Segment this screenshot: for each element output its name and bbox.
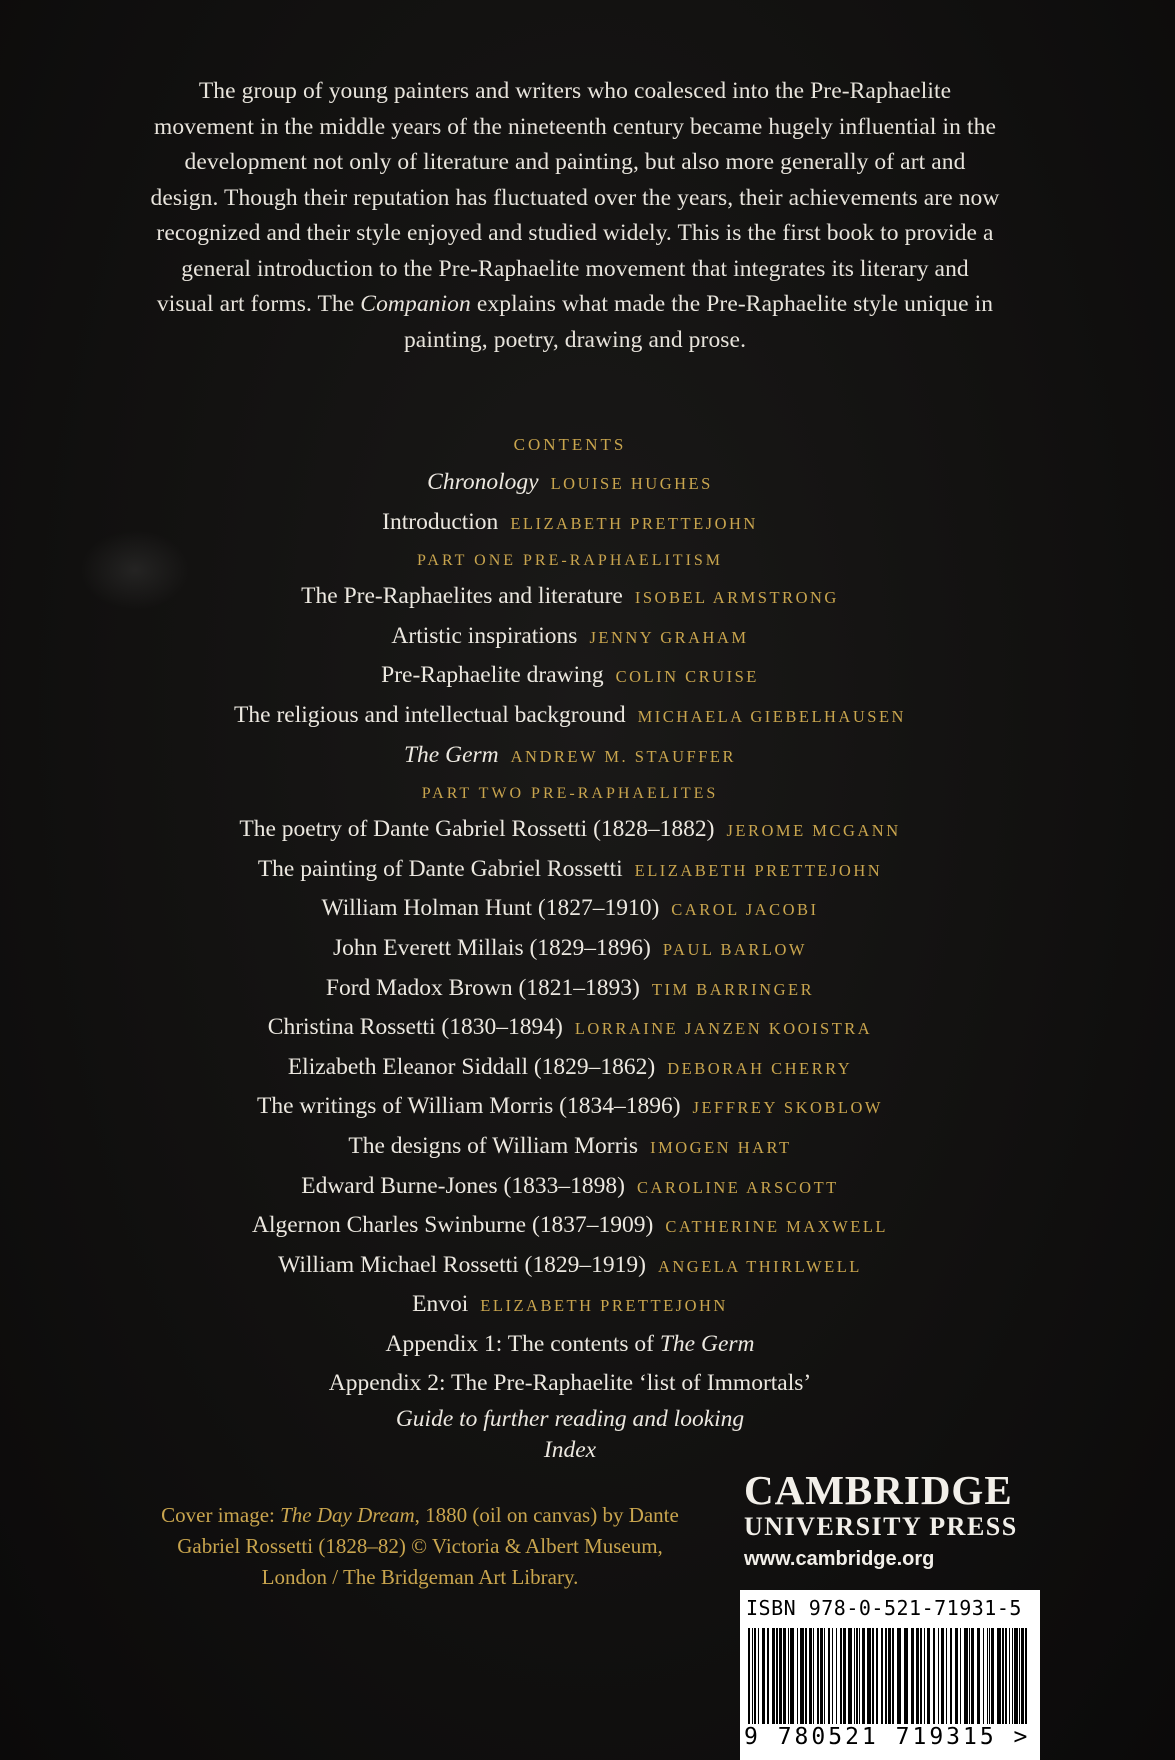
- credit-painting-title: The Day Dream: [280, 1503, 415, 1527]
- barcode-bar: [960, 1628, 961, 1724]
- barcode-bar: [754, 1628, 756, 1724]
- contents-entry-author: CATHERINE MAXWELL: [665, 1217, 888, 1237]
- contents-entry-title: William Holman Hunt (1827–1910): [321, 895, 660, 922]
- contents-entry-author: ISOBEL ARMSTRONG: [634, 588, 839, 608]
- contents-appendix-2: [120, 1365, 1020, 1405]
- barcode-bar: [1014, 1628, 1018, 1724]
- contents-list: [120, 464, 1020, 1326]
- barcode-bar: [924, 1628, 925, 1724]
- barcode-bar: [927, 1628, 930, 1724]
- contents-entry-author: IMOGEN HART: [650, 1137, 792, 1157]
- contents-entry-author: CAROL JACOBI: [671, 900, 819, 920]
- table-of-contents: [120, 428, 1020, 1467]
- barcode-bar: [987, 1628, 988, 1724]
- contents-entry: [120, 697, 1020, 737]
- contents-entry-author: PAUL BARLOW: [662, 939, 807, 959]
- barcode-bar: [964, 1628, 968, 1724]
- contents-entry-title: Pre-Raphaelite drawing: [381, 662, 604, 689]
- barcode-bar: [1002, 1628, 1004, 1724]
- contents-entry: [120, 1247, 1020, 1287]
- contents-appendix-1: [120, 1326, 1020, 1366]
- barcode-bar: [997, 1628, 1001, 1724]
- contents-entry-author: DEBORAH CHERRY: [667, 1058, 853, 1078]
- barcode-bar: [797, 1628, 798, 1724]
- barcode-bar: [772, 1628, 775, 1724]
- barcode-bar: [1012, 1628, 1013, 1724]
- credit-prefix: Cover image:: [161, 1503, 281, 1527]
- contents-entry: [120, 737, 1020, 777]
- barcode-bar: [752, 1628, 753, 1724]
- contents-guide: [120, 1405, 1020, 1436]
- contents-part-heading: PART TWO PRE-RAPHAELITES: [421, 785, 719, 803]
- contents-entry: [120, 1088, 1020, 1128]
- barcode-bar: [758, 1628, 759, 1724]
- barcode-bar: [916, 1628, 919, 1724]
- barcode-bar: [955, 1628, 958, 1724]
- barcode-bar: [767, 1628, 769, 1724]
- contents-entry-author: JEROME MCGANN: [726, 821, 901, 841]
- contents-entry: [120, 930, 1020, 970]
- barcode-bar: [991, 1628, 994, 1724]
- contents-heading: CONTENTS: [513, 435, 627, 454]
- barcode-bar: [1025, 1628, 1027, 1724]
- contents-entry: [120, 578, 1020, 618]
- contents-entry: [120, 1049, 1020, 1089]
- barcode-bar: [817, 1628, 819, 1724]
- barcode-bar: [832, 1628, 833, 1724]
- contents-entry-title: Introduction: [382, 508, 499, 535]
- barcode-bar: [854, 1628, 855, 1724]
- contents-entry-title: The religious and intellectual background: [234, 701, 626, 728]
- contents-entry: [120, 851, 1020, 891]
- contents-entry: [120, 1286, 1020, 1326]
- guide-label: Guide to further reading and looking: [395, 1406, 745, 1433]
- barcode-bar: [920, 1628, 922, 1724]
- contents-entry-author: TIM BARRINGER: [651, 979, 815, 999]
- isbn-barcode: [740, 1590, 1040, 1760]
- barcode-digits: 9 780521 719315 >: [744, 1724, 1031, 1750]
- contents-entry-author: JENNY GRAHAM: [589, 627, 749, 647]
- contents-entry-title: The Pre-Raphaelites and literature: [301, 583, 623, 610]
- publisher-logo-name: CAMBRIDGE: [744, 1467, 1013, 1513]
- barcode-bar: [1005, 1628, 1007, 1724]
- barcode-bar: [762, 1628, 765, 1724]
- barcode-bar: [820, 1628, 823, 1724]
- credit-rest: , 1880 (oil on canvas) by Dante Gabriel Rossetti (1828–82) © Victoria & Albert Museum, London / The Bridgeman Art Library.: [177, 1503, 679, 1589]
- contents-entry-author: JEFFREY SKOBLOW: [692, 1098, 883, 1118]
- barcode-bar: [977, 1628, 980, 1724]
- contents-entry-title: Christina Rossetti (1830–1894): [267, 1014, 563, 1041]
- blurb-text-1: The group of young painters and writers who coalesced into the Pre-Raphaelite movement in the middle years of the nineteenth century became hugely influential in the development not only of literature and painting, but also more generally of art and design. Though their reputation has fluctuated over the years, their achievements are now recognized and their style enjoyed and studied widely. This is the first book to provide a general introduction to the Pre-Raphaelite movement that integrates its literary and visual art forms. The: [150, 78, 1000, 317]
- barcode-bar: [892, 1628, 894, 1724]
- barcode-bar: [938, 1628, 939, 1724]
- contents-entry-title: The designs of William Morris: [348, 1132, 639, 1159]
- contents-entry-title: Envoi: [412, 1291, 469, 1318]
- barcode-bar: [805, 1628, 807, 1724]
- barcode-bar: [969, 1628, 970, 1724]
- cover-image-credit: [150, 1500, 690, 1593]
- contents-entry-author: ANDREW M. STAUFFER: [510, 746, 736, 766]
- barcode-bar: [897, 1628, 901, 1724]
- contents-entry-title: Elizabeth Eleanor Siddall (1829–1862): [287, 1053, 656, 1080]
- barcode-icon: [748, 1628, 1032, 1724]
- contents-entry-title: The writings of William Morris (1834–1896): [257, 1093, 681, 1120]
- contents-entry-author: MICHAELA GIEBELHAUSEN: [637, 706, 906, 726]
- barcode-bar: [828, 1628, 830, 1724]
- barcode-bar: [881, 1628, 883, 1724]
- contents-entry-title: Edward Burne-Jones (1833–1898): [301, 1172, 625, 1199]
- contents-entry-author: COLIN CRUISE: [615, 667, 759, 687]
- contents-entry: [120, 504, 1020, 544]
- barcode-bar: [848, 1628, 852, 1724]
- barcode-bar: [1021, 1628, 1024, 1724]
- contents-entry-title: William Michael Rossetti (1829–1919): [278, 1251, 646, 1278]
- barcode-bar: [867, 1628, 871, 1724]
- contents-entry-author: LOUISE HUGHES: [550, 474, 713, 493]
- contents-entry-title: The Germ: [403, 741, 499, 768]
- barcode-bar: [862, 1628, 865, 1724]
- barcode-bar: [950, 1628, 952, 1724]
- barcode-bar: [983, 1628, 984, 1724]
- contents-entry-title: Ford Madox Brown (1821–1893): [325, 974, 640, 1001]
- barcode-bar: [911, 1628, 914, 1724]
- contents-entry-author: ANGELA THIRLWELL: [657, 1256, 862, 1276]
- barcode-bar: [748, 1628, 750, 1724]
- contents-entry: [120, 618, 1020, 658]
- contents-entry: [120, 657, 1020, 697]
- barcode-bar: [856, 1628, 858, 1724]
- contents-entry-author: CAROLINE ARSCOTT: [636, 1177, 839, 1197]
- blurb-paragraph: [150, 74, 1000, 358]
- contents-entry-title: The painting of Dante Gabriel Rossetti: [257, 855, 623, 882]
- index-label: Index: [543, 1437, 597, 1464]
- barcode-bar: [790, 1628, 794, 1724]
- barcode-bar: [788, 1628, 789, 1724]
- appendix-1-label: Appendix 1: The contents of: [385, 1330, 660, 1357]
- barcode-bar: [813, 1628, 814, 1724]
- contents-entry: [120, 1207, 1020, 1247]
- contents-entry: [120, 811, 1020, 851]
- barcode-bar: [843, 1628, 846, 1724]
- contents-entry: [120, 1009, 1020, 1049]
- barcode-bar: [836, 1628, 837, 1724]
- barcode-bar: [859, 1628, 860, 1724]
- barcode-bar: [872, 1628, 874, 1724]
- contents-entry-author: ELIZABETH PRETTEJOHN: [480, 1296, 728, 1316]
- barcode-bar: [876, 1628, 878, 1724]
- contents-index: [120, 1436, 1020, 1467]
- barcode-bar: [779, 1628, 782, 1724]
- contents-entry-title: Algernon Charles Swinburne (1837–1909): [251, 1212, 654, 1239]
- barcode-bar: [989, 1628, 990, 1724]
- barcode-bar: [824, 1628, 825, 1724]
- contents-entry: [120, 1168, 1020, 1208]
- contents-entry-title: Artistic inspirations: [391, 622, 578, 649]
- appendix-1-italic-title: The Germ: [659, 1330, 755, 1357]
- contents-entry-author: ELIZABETH PRETTEJOHN: [510, 513, 758, 533]
- blurb-text-2: explains what made the Pre-Raphaelite style unique in painting, poetry, drawing and prose.: [403, 291, 994, 353]
- contents-entry: [120, 464, 1020, 504]
- barcode-bar: [1019, 1628, 1020, 1724]
- contents-entry-author: ELIZABETH PRETTEJOHN: [634, 860, 883, 880]
- blurb-companion-italic: Companion: [360, 291, 471, 317]
- barcode-bar: [783, 1628, 786, 1724]
- contents-entry-title: John Everett Millais (1829–1896): [333, 934, 651, 961]
- barcode-bar: [809, 1628, 812, 1724]
- barcode-bar: [800, 1628, 804, 1724]
- barcode-bar: [776, 1628, 778, 1724]
- contents-entry-author: LORRAINE JANZEN KOOISTRA: [574, 1019, 873, 1039]
- barcode-bar: [840, 1628, 842, 1724]
- barcode-bar: [946, 1628, 947, 1724]
- contents-entry: [120, 890, 1020, 930]
- barcode-bar: [971, 1628, 974, 1724]
- contents-entry: [120, 1128, 1020, 1168]
- publisher-logo-subtitle: UNIVERSITY PRESS: [744, 1512, 1018, 1541]
- barcode-bar: [933, 1628, 935, 1724]
- barcode-bar: [904, 1628, 908, 1724]
- publisher-block: [744, 1468, 1044, 1571]
- barcode-bar: [888, 1628, 891, 1724]
- isbn-number: ISBN 978-0-521-71931-5: [746, 1596, 1022, 1620]
- barcode-bar: [941, 1628, 944, 1724]
- contents-entry: [120, 970, 1020, 1010]
- appendix-2-label: Appendix 2: The Pre-Raphaelite ‘list of Immortals’: [328, 1370, 812, 1397]
- barcode-bar: [1009, 1628, 1010, 1724]
- publisher-url: www.cambridge.org: [744, 1548, 935, 1570]
- barcode-bar: [885, 1628, 887, 1724]
- contents-part-heading: PART ONE PRE-RAPHAELITISM: [416, 552, 724, 570]
- contents-entry-title: Chronology: [427, 469, 539, 495]
- contents-entry-title: The poetry of Dante Gabriel Rossetti (1828–1882): [239, 816, 715, 843]
